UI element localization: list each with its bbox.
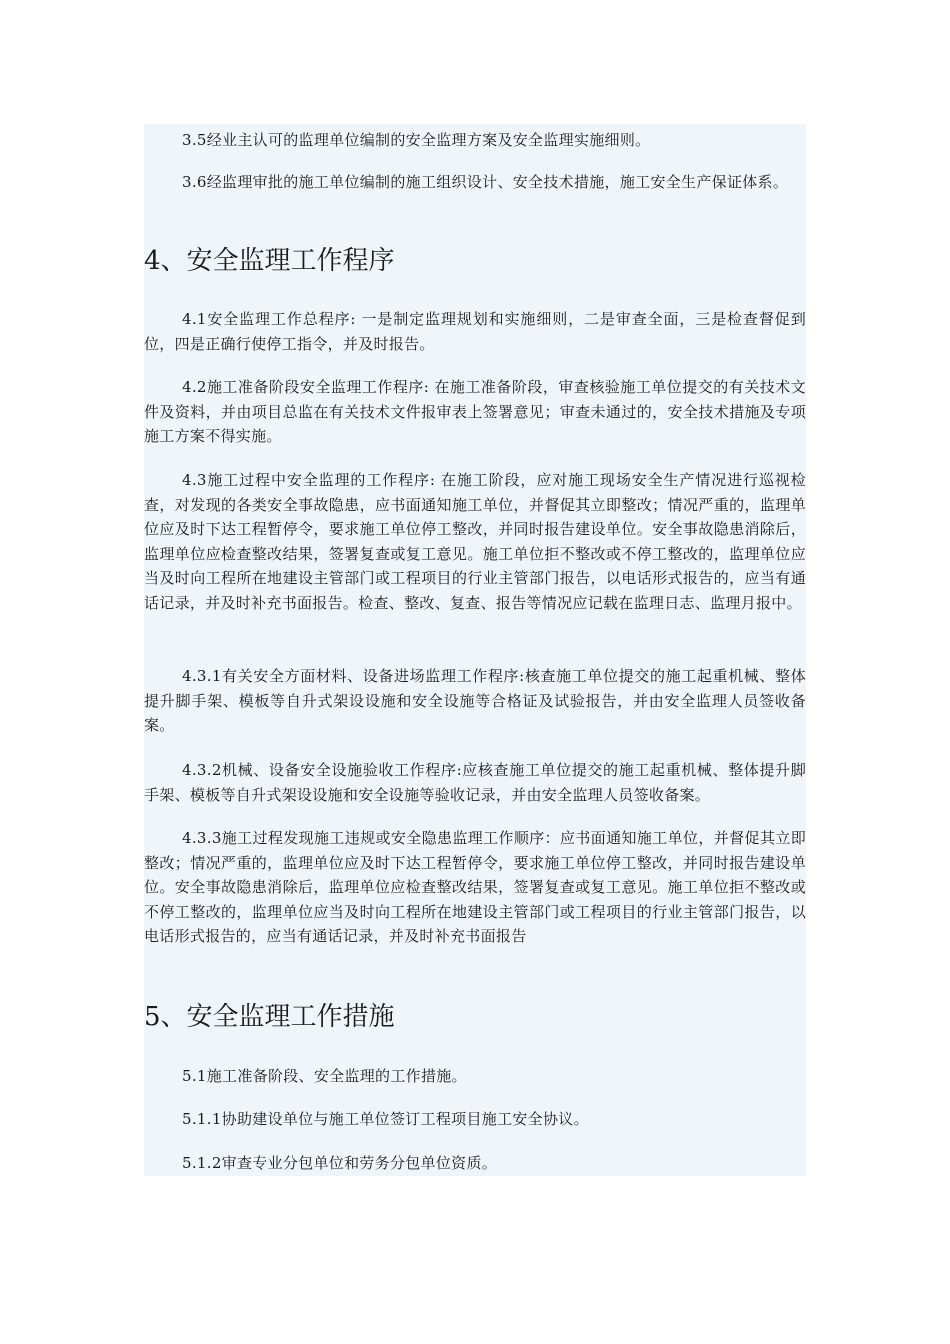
paragraph-5-1: 5.1施工准备阶段、安全监理的工作措施。 xyxy=(182,1067,467,1085)
paragraph-3-6: 3.6经监理审批的施工单位编制的施工组织设计、安全技术措施，施工安全生产保证体系。 xyxy=(182,173,789,191)
section-heading-4: 4、安全监理工作程序 xyxy=(144,246,395,276)
document-body xyxy=(144,124,806,1176)
paragraph-4-2: 4.2施工准备阶段安全监理工作程序: 在施工准备阶段，审查核验施工单位提交的有关技术文件及资料，并由项目总监在有关技术文件报审表上签署意见；审查未通过的，安全技术措施及专项施工方案不得实施。 xyxy=(144,378,806,445)
paragraph-4-3-2: 4.3.2机械、设备安全设施验收工作程序:应核查施工单位提交的施工起重机械、整体提升脚手架、模板等自升式架设设施和安全设施等验收记录，并由安全监理人员签收备案。 xyxy=(144,761,806,804)
paragraph-3-5: 3.5经业主认可的监理单位编制的安全监理方案及安全监理实施细则。 xyxy=(182,131,651,149)
paragraph-5-1-2: 5.1.2审查专业分包单位和劳务分包单位资质。 xyxy=(182,1154,498,1172)
paragraph-4-3: 4.3施工过程中安全监理的工作程序: 在施工阶段，应对施工现场安全生产情况进行巡视检查，对发现的各类安全事故隐患，应书面通知施工单位，并督促其立即整改；情况严重的，监理单位应及时下达工程暂停令，要求施工单位停工整改，并同时报告建设单位。安全事故隐患消除后，监理单位应检查整改结果，签署复查或复工意见。施工单位拒不整改或不停工整改的，监理单位应当及时向工程所在地建设主管部门或工程项目的行业主管部门报告，以电话形式报告的，应当有通话记录，并及时补充书面报告。检查、整改、复查、报告等情况应记载在监理日志、监理月报中。 xyxy=(144,471,806,612)
paragraph-4-3-1: 4.3.1有关安全方面材料、设备进场监理工作程序:核查施工单位提交的施工起重机械、整体提升脚手架、模板等自升式架设设施和安全设施等合格证及试验报告，并由安全监理人员签收备案。 xyxy=(144,667,806,734)
paragraph-5-1-1: 5.1.1协助建设单位与施工单位签订工程项目施工安全协议。 xyxy=(182,1110,589,1128)
section-heading-5: 5、安全监理工作措施 xyxy=(144,1002,395,1032)
paragraph-4-1: 4.1安全监理工作总程序: 一是制定监理规划和实施细则，二是审查全面，三是检查督促到位，四是正确行使停工指令，并及时报告。 xyxy=(144,310,806,353)
paragraph-4-3-3: 4.3.3施工过程发现施工违规或安全隐患监理工作顺序：应书面通知施工单位，并督促其立即整改；情况严重的，监理单位应及时下达工程暂停令，要求施工单位停工整改，并同时报告建设单位。安全事故隐患消除后，监理单位应检查整改结果，签署复查或复工意见。施工单位拒不整改或不停工整改的，监理单位应当及时向工程所在地建设主管部门或工程项目的行业主管部门报告，以电话形式报告的，应当有通话记录，并及时补充书面报告 xyxy=(144,829,806,945)
